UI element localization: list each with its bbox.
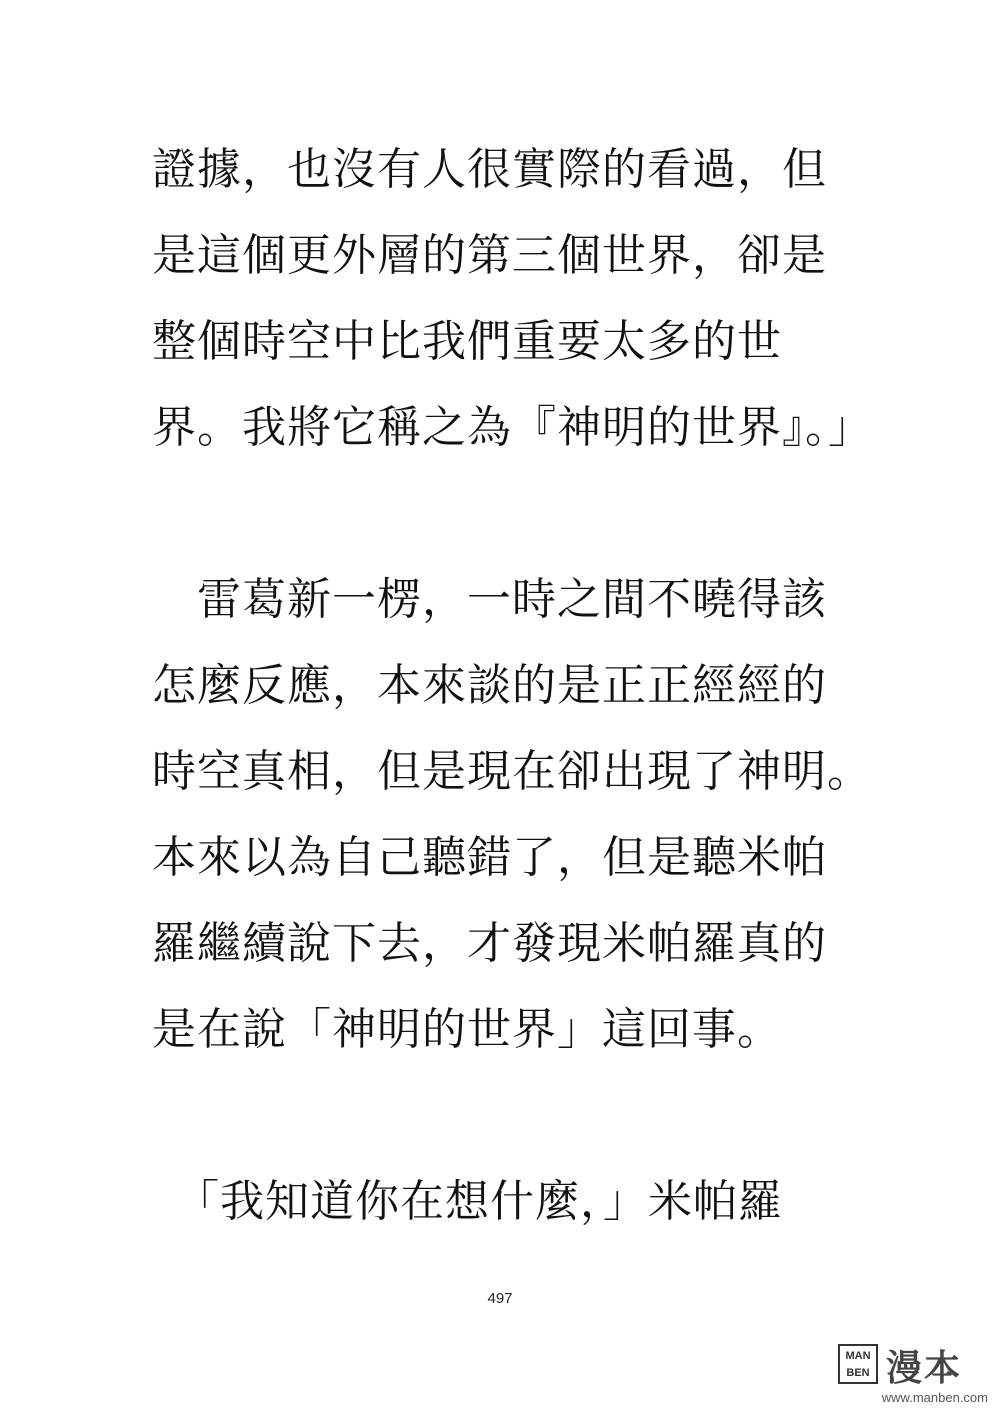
text-line: 界。我將它稱之為『神明的世界』。」 xyxy=(152,402,873,453)
text-line: 怎麼反應，本來談的是正正經經的 xyxy=(152,660,827,711)
paragraph-gap xyxy=(152,1084,872,1170)
text-line: 是在說「神明的世界」這回事。 xyxy=(152,1004,782,1055)
text-line: 證據，也沒有人很實際的看過，但 xyxy=(152,144,827,195)
watermark-url: www.manben.com xyxy=(881,1390,988,1405)
text-line: 整個時空中比我們重要太多的世 xyxy=(152,316,782,367)
text-line: 本來以為自己聽錯了，但是聽米帕 xyxy=(152,832,827,883)
text-line: 羅繼續說下去，才發現米帕羅真的 xyxy=(152,918,827,969)
watermark-logo-icon xyxy=(838,1344,878,1384)
text-line: 「我知道你在想什麼，」米帕羅 xyxy=(152,1176,783,1227)
watermark-logo-top: MAN xyxy=(845,1350,871,1362)
text-line: 雷葛新一楞，一時之間不曉得該 xyxy=(152,574,827,625)
body-text xyxy=(152,138,872,1256)
text-line: 是這個更外層的第三個世界，卻是 xyxy=(152,230,827,281)
watermark xyxy=(838,1344,988,1406)
page-number: 497 xyxy=(487,1290,513,1307)
paragraph-gap xyxy=(152,482,872,568)
watermark-logo-bottom: BEN xyxy=(846,1367,870,1379)
text-line: 時空真相，但是現在卻出現了神明。 xyxy=(152,746,872,797)
watermark-brand: 漫本 xyxy=(886,1348,963,1389)
